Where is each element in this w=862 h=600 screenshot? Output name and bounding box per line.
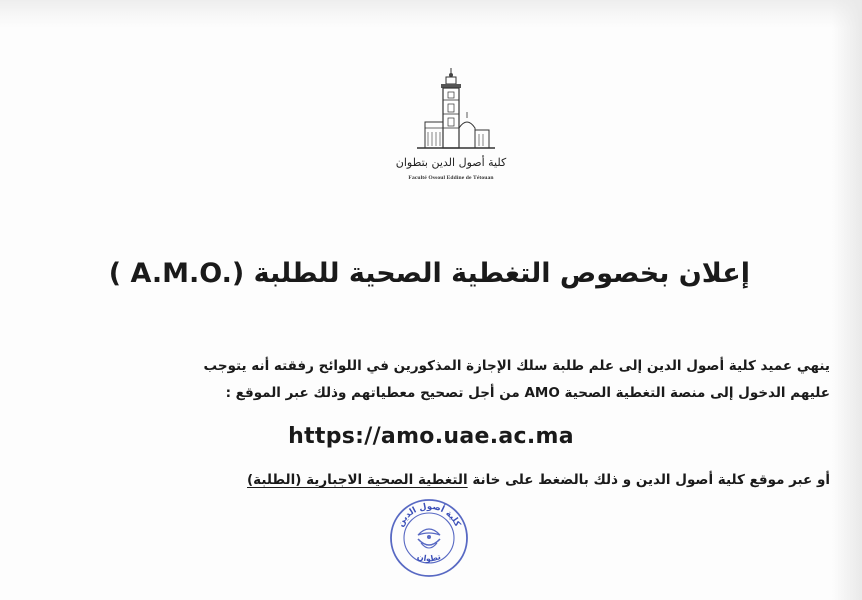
logo-name-french: Faculté Ossoul Eddine de Tétouan <box>408 175 494 181</box>
mandatory-coverage-link[interactable]: التغطية الصحية الاجبارية (الطلبة) <box>247 472 468 488</box>
title-arabic: إعلان بخصوص التغطية الصحية للطلبة <box>253 258 750 289</box>
scan-shadow-right <box>832 0 862 600</box>
instruction-text: أو عبر موقع كلية أصول الدين و ذلك بالضغط على خانة <box>472 472 830 488</box>
scan-shadow-top <box>0 0 862 28</box>
svg-text:كلية أصول الدين <box>396 502 463 529</box>
faculty-stamp-icon <box>388 497 470 579</box>
stamp-faculty-text: كلية أصول الدين <box>395 501 463 529</box>
faculty-logo <box>395 66 507 190</box>
announcement-body <box>110 353 830 407</box>
stamp-city-text: تطوان <box>415 551 443 564</box>
title-amo-acronym: ( A.M.O.) <box>108 258 245 289</box>
minaret-logo-icon <box>395 66 507 158</box>
svg-text:تطوان <box>416 552 442 564</box>
amo-platform-url[interactable]: https://amo.uae.ac.ma <box>288 424 574 449</box>
body-line-2: عليهم الدخول إلى منصة التغطية الصحية AMO من أجل تصحيح معطياتهم وذلك عبر الموقع : <box>225 385 830 401</box>
announcement-title <box>110 258 750 289</box>
logo-name-arabic: كلية أصول الدين بتطوان <box>395 156 507 169</box>
body-line-1: ينهي عميد كلية أصول الدين إلى علم طلبة سلك الإجازة المذكورين في اللوائح رفقته أنه يتوجب <box>203 358 830 374</box>
faculty-site-instruction <box>110 472 830 488</box>
